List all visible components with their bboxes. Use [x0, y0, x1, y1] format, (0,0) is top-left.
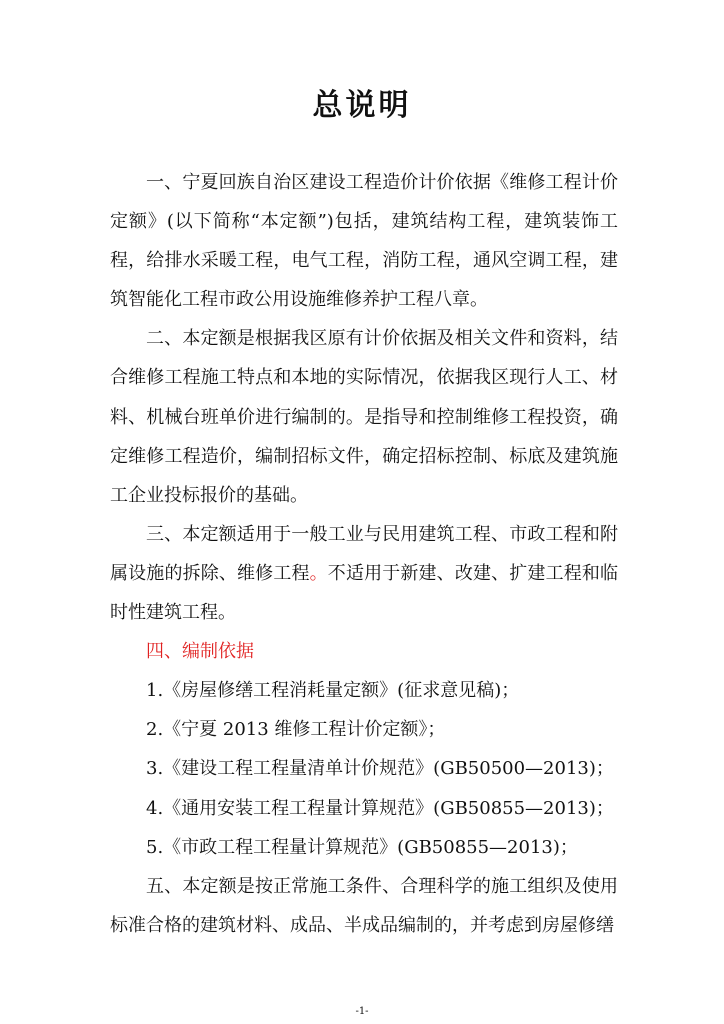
- page-number: -1-: [355, 1006, 369, 1017]
- section-heading-basis: 四、编制依据: [146, 641, 254, 663]
- basis-item-3: 3.《建设工程工程量清单计价规范》(GB50500—2013)；: [146, 758, 614, 780]
- paragraph-3-rest: 不适用于新建、改建、扩建工程和临时性建筑工程。: [110, 562, 619, 624]
- paragraph-2: 二、本定额是根据我区原有计价依据及相关文件和资料，结合维修工程施工特点和本地的实际情况，依据我区现行人工、材料、机械台班单价进行编制的。是指导和控制维修工程投资，确定维修工程造价，编制招标文件，确定招标控制、标底及建筑施工企业投标报价的基础。: [110, 328, 618, 506]
- basis-item-5: 5.《市政工程工程量计算规范》(GB50855—2013)；: [146, 836, 578, 858]
- paragraph-3-main: 三、本定额适用于一般工业与民用建筑工程、市政工程和附属设施的拆除、维修工程: [110, 523, 618, 584]
- paragraph-3-red-period: 。: [309, 562, 328, 584]
- basis-item-1: 1.《房屋修缮工程消耗量定额》(征求意见稿)；: [146, 680, 520, 702]
- basis-item-2: 2.《宁夏 2013 维修工程计价定额》；: [146, 719, 446, 741]
- basis-item-4: 4.《通用安装工程工程量计算规范》(GB50855—2013)；: [146, 797, 614, 819]
- page-title: 总说明: [312, 88, 412, 123]
- document-body: [110, 163, 618, 945]
- paragraph-3: [110, 515, 618, 632]
- paragraph-5: 五、本定额是按正常施工条件、合理科学的施工组织及使用标准合格的建筑材料、成品、半成品编制的，并考虑到房屋修缮: [110, 875, 618, 936]
- paragraph-1: 一、宁夏回族自治区建设工程造价计价依据《维修工程计价定额》(以下简称“本定额”)包括，建筑结构工程，建筑装饰工程，给排水采暖工程，电气工程，消防工程，通风空调工程，建筑智能化工程市政公用设施维修养护工程八章。: [110, 172, 618, 311]
